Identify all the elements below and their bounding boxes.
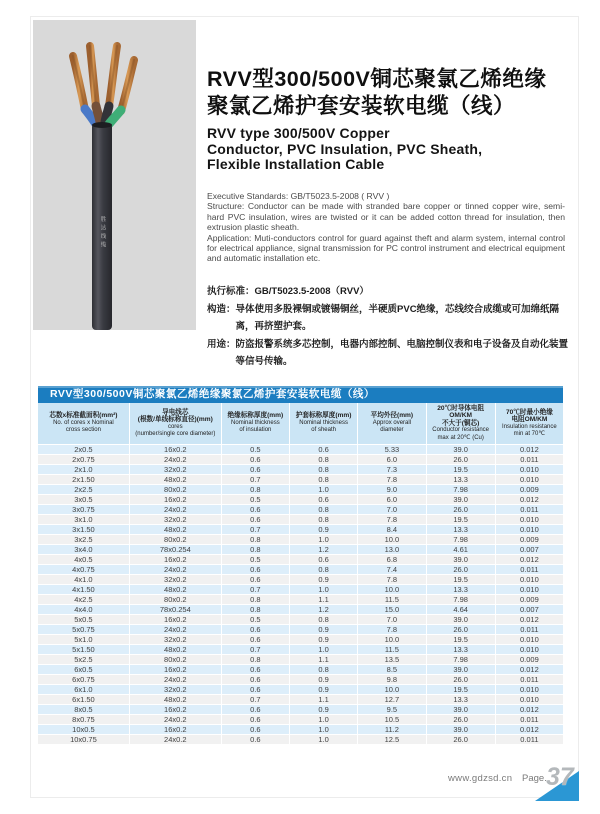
table-cell: 0.009 bbox=[496, 535, 563, 545]
table-cell: 0.6 bbox=[222, 575, 290, 585]
table-cell: 4x2.5 bbox=[38, 595, 130, 605]
application-zh bbox=[207, 336, 571, 371]
table-cell: 4x1.0 bbox=[38, 575, 130, 585]
table-cell: 11.5 bbox=[358, 645, 426, 655]
table-row bbox=[38, 455, 563, 465]
table-cell: 0.012 bbox=[496, 445, 563, 455]
table-cell: 7.8 bbox=[358, 475, 426, 485]
table-cell: 78x0.254 bbox=[130, 545, 222, 555]
table-row bbox=[38, 695, 563, 705]
table-cell: 1.0 bbox=[290, 485, 358, 495]
table-cell: 24x0.2 bbox=[130, 625, 222, 635]
table-cell: 7.0 bbox=[358, 615, 426, 625]
table-cell: 26.0 bbox=[427, 675, 496, 685]
table-row bbox=[38, 675, 563, 685]
table-cell: 19.5 bbox=[427, 465, 496, 475]
column-header-0: 芯数x标准截面积(mm²) No. of cores x Nominal cross section bbox=[38, 403, 130, 444]
table-cell: 15.0 bbox=[358, 605, 426, 615]
column-header-4: 平均外径(mm) Approx overall diameter bbox=[358, 403, 426, 444]
table-cell: 0.007 bbox=[496, 605, 563, 615]
table-cell: 0.9 bbox=[290, 635, 358, 645]
table-cell: 1.1 bbox=[290, 695, 358, 705]
table-cell: 0.8 bbox=[290, 615, 358, 625]
column-header-2: 绝缘标称厚度(mm) Nominal thickness of insulation bbox=[222, 403, 290, 444]
table-cell: 24x0.2 bbox=[130, 715, 222, 725]
table-row bbox=[38, 565, 563, 575]
table-cell: 39.0 bbox=[427, 705, 496, 715]
column-header-3: 护套标称厚度(mm) Nominal thickness of sheath bbox=[290, 403, 358, 444]
table-row bbox=[38, 705, 563, 715]
table-cell: 8x0.5 bbox=[38, 705, 130, 715]
table-cell: 0.5 bbox=[222, 495, 290, 505]
table-row bbox=[38, 625, 563, 635]
table-cell: 0.8 bbox=[290, 475, 358, 485]
table-cell: 8x0.75 bbox=[38, 715, 130, 725]
table-cell: 80x0.2 bbox=[130, 595, 222, 605]
table-cell: 0.8 bbox=[222, 535, 290, 545]
sheath-opening bbox=[92, 122, 112, 128]
table-cell: 0.9 bbox=[290, 575, 358, 585]
table-cell: 0.6 bbox=[222, 725, 290, 735]
table-cell: 2x0.75 bbox=[38, 455, 130, 465]
table-cell: 4x1.50 bbox=[38, 585, 130, 595]
table-cell: 48x0.2 bbox=[130, 525, 222, 535]
table-cell: 0.6 bbox=[222, 505, 290, 515]
table-cell: 0.010 bbox=[496, 645, 563, 655]
table-cell: 12.5 bbox=[358, 735, 426, 745]
table-cell: 10.0 bbox=[358, 685, 426, 695]
table-cell: 7.8 bbox=[358, 625, 426, 635]
table-cell: 3x0.75 bbox=[38, 505, 130, 515]
table-cell: 13.0 bbox=[358, 545, 426, 555]
table-cell: 24x0.2 bbox=[130, 675, 222, 685]
table-cell: 5.33 bbox=[358, 445, 426, 455]
table-cell: 13.3 bbox=[427, 475, 496, 485]
table-cell: 6x1.50 bbox=[38, 695, 130, 705]
table-cell: 10.0 bbox=[358, 585, 426, 595]
table-cell: 0.010 bbox=[496, 575, 563, 585]
table-cell: 1.0 bbox=[290, 735, 358, 745]
table-cell: 0.6 bbox=[290, 555, 358, 565]
table-cell: 0.8 bbox=[222, 545, 290, 555]
table-cell: 26.0 bbox=[427, 735, 496, 745]
table-cell: 0.009 bbox=[496, 485, 563, 495]
table-cell: 7.98 bbox=[427, 655, 496, 665]
table-cell: 5x1.50 bbox=[38, 645, 130, 655]
product-title-en bbox=[207, 126, 587, 173]
table-cell: 39.0 bbox=[427, 665, 496, 675]
description-en bbox=[207, 191, 565, 264]
cable-illustration bbox=[33, 20, 196, 330]
table-cell: 19.5 bbox=[427, 635, 496, 645]
table-cell: 1.0 bbox=[290, 535, 358, 545]
product-title-en-line1: RVV type 300/500V Copper bbox=[207, 125, 390, 141]
table-cell: 4x0.5 bbox=[38, 555, 130, 565]
table-cell: 3x1.0 bbox=[38, 515, 130, 525]
table-cell: 80x0.2 bbox=[130, 535, 222, 545]
table-cell: 0.9 bbox=[290, 705, 358, 715]
table-row bbox=[38, 725, 563, 735]
table-cell: 0.8 bbox=[290, 455, 358, 465]
table-cell: 1.0 bbox=[290, 715, 358, 725]
table-cell: 9.8 bbox=[358, 675, 426, 685]
table-cell: 24x0.2 bbox=[130, 735, 222, 745]
table-row bbox=[38, 555, 563, 565]
table-row bbox=[38, 685, 563, 695]
table-row bbox=[38, 515, 563, 525]
table-cell: 39.0 bbox=[427, 555, 496, 565]
table-cell: 0.7 bbox=[222, 695, 290, 705]
standards-zh: 执行标准：GB/T5023.5-2008（RVV） bbox=[207, 286, 369, 297]
table-cell: 13.5 bbox=[358, 655, 426, 665]
product-title-en-line3: Flexible Installation Cable bbox=[207, 156, 385, 172]
table-row bbox=[38, 715, 563, 725]
table-cell: 48x0.2 bbox=[130, 695, 222, 705]
table-cell: 2x1.0 bbox=[38, 465, 130, 475]
table-cell: 6x0.75 bbox=[38, 675, 130, 685]
table-row bbox=[38, 645, 563, 655]
table-cell: 0.6 bbox=[222, 685, 290, 695]
table-row bbox=[38, 595, 563, 605]
table-cell: 16x0.2 bbox=[130, 555, 222, 565]
table-cell: 7.8 bbox=[358, 515, 426, 525]
table-cell: 0.011 bbox=[496, 625, 563, 635]
table-cell: 0.9 bbox=[290, 675, 358, 685]
table-cell: 0.010 bbox=[496, 475, 563, 485]
table-cell: 39.0 bbox=[427, 445, 496, 455]
table-cell: 0.8 bbox=[290, 565, 358, 575]
table-cell: 5x0.75 bbox=[38, 625, 130, 635]
table-cell: 0.9 bbox=[290, 685, 358, 695]
table-row bbox=[38, 585, 563, 595]
spec-table bbox=[38, 386, 563, 745]
table-cell: 12.7 bbox=[358, 695, 426, 705]
table-cell: 39.0 bbox=[427, 725, 496, 735]
table-cell: 0.6 bbox=[222, 625, 290, 635]
table-cell: 19.5 bbox=[427, 575, 496, 585]
table-cell: 1.1 bbox=[290, 595, 358, 605]
spec-table-header-row bbox=[38, 403, 563, 445]
table-cell: 2x1.50 bbox=[38, 475, 130, 485]
table-row bbox=[38, 495, 563, 505]
table-cell: 78x0.254 bbox=[130, 605, 222, 615]
table-cell: 0.9 bbox=[290, 625, 358, 635]
table-cell: 0.010 bbox=[496, 525, 563, 535]
table-cell: 0.6 bbox=[222, 715, 290, 725]
structure-en: Structure: Conductor can be made with stranded bare copper or tinned copper wire, semi-hard PVC insulation, wires are twisted or it can be added cotton thread for insulation, then extrusion plastic sheath. bbox=[207, 201, 565, 233]
table-cell: 2x0.5 bbox=[38, 445, 130, 455]
table-row bbox=[38, 485, 563, 495]
table-cell: 0.011 bbox=[496, 675, 563, 685]
structure-zh-text: 导体使用多股裸铜或镀锡铜丝，半硬质PVC绝缘，芯线绞合成缆或可加绵纸隔离，再挤塑护套。 bbox=[235, 303, 560, 332]
table-cell: 0.9 bbox=[290, 525, 358, 535]
table-cell: 7.3 bbox=[358, 465, 426, 475]
table-row bbox=[38, 475, 563, 485]
table-row bbox=[38, 575, 563, 585]
table-cell: 0.7 bbox=[222, 525, 290, 535]
table-cell: 16x0.2 bbox=[130, 665, 222, 675]
table-cell: 10.0 bbox=[358, 635, 426, 645]
table-cell: 16x0.2 bbox=[130, 725, 222, 735]
table-cell: 80x0.2 bbox=[130, 485, 222, 495]
table-cell: 32x0.2 bbox=[130, 685, 222, 695]
table-cell: 0.6 bbox=[222, 735, 290, 745]
table-cell: 0.6 bbox=[222, 665, 290, 675]
table-cell: 6x1.0 bbox=[38, 685, 130, 695]
table-cell: 0.010 bbox=[496, 515, 563, 525]
table-cell: 0.010 bbox=[496, 465, 563, 475]
table-cell: 0.8 bbox=[290, 465, 358, 475]
table-row bbox=[38, 545, 563, 555]
table-row bbox=[38, 535, 563, 545]
cable-brand-marking: 胜达线缆 bbox=[99, 216, 106, 250]
table-cell: 0.010 bbox=[496, 635, 563, 645]
table-row bbox=[38, 615, 563, 625]
table-row bbox=[38, 465, 563, 475]
table-cell: 3x0.5 bbox=[38, 495, 130, 505]
table-cell: 10.5 bbox=[358, 715, 426, 725]
spec-table-body bbox=[38, 445, 563, 745]
table-cell: 7.98 bbox=[427, 535, 496, 545]
table-cell: 26.0 bbox=[427, 625, 496, 635]
table-cell: 24x0.2 bbox=[130, 455, 222, 465]
table-cell: 0.011 bbox=[496, 735, 563, 745]
table-cell: 19.5 bbox=[427, 515, 496, 525]
application-zh-text: 防盗报警系统多芯控制，电器内部控制、电脑控制仪表和电子设备及自动化装置等信号传输。 bbox=[235, 338, 569, 367]
table-cell: 3x4.0 bbox=[38, 545, 130, 555]
table-cell: 0.6 bbox=[222, 565, 290, 575]
table-cell: 32x0.2 bbox=[130, 635, 222, 645]
table-cell: 0.012 bbox=[496, 725, 563, 735]
table-cell: 19.5 bbox=[427, 685, 496, 695]
table-cell: 1.0 bbox=[290, 725, 358, 735]
table-cell: 6.8 bbox=[358, 555, 426, 565]
table-cell: 0.7 bbox=[222, 475, 290, 485]
standards-en: Executive Standards: GB/T5023.5-2008 ( RVV ) bbox=[207, 191, 390, 201]
table-cell: 3x2.5 bbox=[38, 535, 130, 545]
table-cell: 10.0 bbox=[358, 535, 426, 545]
table-cell: 13.3 bbox=[427, 695, 496, 705]
table-cell: 8.4 bbox=[358, 525, 426, 535]
table-cell: 7.4 bbox=[358, 565, 426, 575]
table-cell: 10x0.75 bbox=[38, 735, 130, 745]
table-cell: 2x2.5 bbox=[38, 485, 130, 495]
table-cell: 0.6 bbox=[290, 495, 358, 505]
table-row bbox=[38, 525, 563, 535]
description-zh bbox=[207, 283, 571, 371]
table-cell: 26.0 bbox=[427, 565, 496, 575]
table-cell: 39.0 bbox=[427, 615, 496, 625]
table-cell: 4x0.75 bbox=[38, 565, 130, 575]
table-cell: 3x1.50 bbox=[38, 525, 130, 535]
table-cell: 7.98 bbox=[427, 485, 496, 495]
table-cell: 16x0.2 bbox=[130, 445, 222, 455]
table-cell: 9.0 bbox=[358, 485, 426, 495]
table-cell: 0.6 bbox=[222, 635, 290, 645]
table-cell: 0.009 bbox=[496, 595, 563, 605]
table-cell: 0.010 bbox=[496, 695, 563, 705]
table-cell: 0.009 bbox=[496, 655, 563, 665]
table-cell: 39.0 bbox=[427, 495, 496, 505]
table-cell: 0.012 bbox=[496, 705, 563, 715]
page-number: 37 bbox=[546, 763, 574, 791]
table-cell: 24x0.2 bbox=[130, 505, 222, 515]
table-cell: 0.7 bbox=[222, 585, 290, 595]
footer-page-label: Page. bbox=[522, 773, 547, 784]
table-cell: 6.0 bbox=[358, 495, 426, 505]
table-cell: 0.010 bbox=[496, 685, 563, 695]
table-cell: 7.0 bbox=[358, 505, 426, 515]
table-cell: 26.0 bbox=[427, 455, 496, 465]
application-zh-label: 用途： bbox=[207, 338, 236, 350]
table-cell: 16x0.2 bbox=[130, 615, 222, 625]
product-title-zh-line2: 聚氯乙烯护套安装软电缆（线） bbox=[207, 94, 516, 118]
table-cell: 26.0 bbox=[427, 505, 496, 515]
table-cell: 11.2 bbox=[358, 725, 426, 735]
table-cell: 0.8 bbox=[222, 595, 290, 605]
table-cell: 1.1 bbox=[290, 655, 358, 665]
table-cell: 16x0.2 bbox=[130, 495, 222, 505]
table-cell: 26.0 bbox=[427, 715, 496, 725]
table-cell: 0.8 bbox=[290, 665, 358, 675]
table-cell: 0.7 bbox=[222, 645, 290, 655]
table-cell: 4.64 bbox=[427, 605, 496, 615]
table-cell: 48x0.2 bbox=[130, 585, 222, 595]
table-cell: 0.6 bbox=[222, 705, 290, 715]
table-cell: 9.5 bbox=[358, 705, 426, 715]
table-cell: 13.3 bbox=[427, 645, 496, 655]
table-cell: 1.0 bbox=[290, 585, 358, 595]
table-cell: 0.8 bbox=[222, 655, 290, 665]
table-cell: 48x0.2 bbox=[130, 475, 222, 485]
table-cell: 24x0.2 bbox=[130, 565, 222, 575]
table-cell: 0.012 bbox=[496, 615, 563, 625]
table-cell: 0.8 bbox=[290, 505, 358, 515]
table-cell: 1.2 bbox=[290, 545, 358, 555]
table-row bbox=[38, 735, 563, 745]
table-cell: 13.3 bbox=[427, 585, 496, 595]
table-cell: 4.61 bbox=[427, 545, 496, 555]
table-cell: 0.6 bbox=[222, 455, 290, 465]
table-cell: 5x2.5 bbox=[38, 655, 130, 665]
table-cell: 6x0.5 bbox=[38, 665, 130, 675]
product-title-zh bbox=[207, 66, 587, 120]
table-cell: 0.8 bbox=[290, 515, 358, 525]
table-cell: 0.010 bbox=[496, 585, 563, 595]
table-row bbox=[38, 655, 563, 665]
table-cell: 5x0.5 bbox=[38, 615, 130, 625]
table-row bbox=[38, 505, 563, 515]
table-cell: 11.5 bbox=[358, 595, 426, 605]
structure-zh-label: 构造： bbox=[207, 303, 236, 315]
table-cell: 0.8 bbox=[222, 485, 290, 495]
table-cell: 7.98 bbox=[427, 595, 496, 605]
table-row bbox=[38, 665, 563, 675]
table-row bbox=[38, 445, 563, 455]
application-en: Application: Muti-conductors control for guard against theft and alarm system, internal control for electrical appliance, signal transmission for PC control instrument and electrical equipment and automatic installation etc. bbox=[207, 232, 565, 264]
table-cell: 0.6 bbox=[222, 515, 290, 525]
column-header-5: 20℃时导体电阻OM/KM 不大于(铜芯) Conductor resistance max at 20℃ (Cu) bbox=[427, 403, 496, 444]
table-cell: 7.8 bbox=[358, 575, 426, 585]
table-cell: 48x0.2 bbox=[130, 645, 222, 655]
table-row bbox=[38, 605, 563, 615]
table-cell: 0.011 bbox=[496, 565, 563, 575]
table-cell: 5x1.0 bbox=[38, 635, 130, 645]
table-cell: 0.6 bbox=[290, 445, 358, 455]
table-cell: 1.2 bbox=[290, 605, 358, 615]
table-cell: 10x0.5 bbox=[38, 725, 130, 735]
table-cell: 0.012 bbox=[496, 665, 563, 675]
table-cell: 13.3 bbox=[427, 525, 496, 535]
table-cell: 0.012 bbox=[496, 555, 563, 565]
table-cell: 0.6 bbox=[222, 465, 290, 475]
column-header-6: 70℃时最小绝缘 电阻OM/KM Insulation resistance min at 70℃ bbox=[502, 408, 557, 437]
table-cell: 8.5 bbox=[358, 665, 426, 675]
table-cell: 16x0.2 bbox=[130, 705, 222, 715]
column-header-1: 导电线芯 (根数/单线标称直径)(mm) cores (number/single core diameter) bbox=[130, 403, 222, 444]
table-cell: 32x0.2 bbox=[130, 515, 222, 525]
table-cell: 0.6 bbox=[222, 675, 290, 685]
table-cell: 0.007 bbox=[496, 545, 563, 555]
table-cell: 0.5 bbox=[222, 445, 290, 455]
table-cell: 0.011 bbox=[496, 715, 563, 725]
table-row bbox=[38, 635, 563, 645]
spec-table-title: RVV型300/500V铜芯聚氯乙烯绝缘聚氯乙烯护套安装软电缆（线） bbox=[38, 386, 563, 403]
table-cell: 0.012 bbox=[496, 495, 563, 505]
table-cell: 0.5 bbox=[222, 555, 290, 565]
table-cell: 4x4.0 bbox=[38, 605, 130, 615]
structure-zh bbox=[207, 301, 571, 336]
table-cell: 0.8 bbox=[222, 605, 290, 615]
table-cell: 32x0.2 bbox=[130, 465, 222, 475]
table-cell: 1.0 bbox=[290, 645, 358, 655]
footer-website-link[interactable]: www.gdzsd.cn bbox=[448, 773, 513, 784]
table-cell: 0.5 bbox=[222, 615, 290, 625]
table-cell: 80x0.2 bbox=[130, 655, 222, 665]
product-title-zh-line1: RVV型300/500V铜芯聚氯乙烯绝缘 bbox=[207, 67, 547, 91]
table-cell: 0.011 bbox=[496, 455, 563, 465]
table-cell: 0.011 bbox=[496, 505, 563, 515]
product-title-en-line2: Conductor, PVC Insulation, PVC Sheath, bbox=[207, 140, 483, 157]
table-cell: 6.0 bbox=[358, 455, 426, 465]
table-cell: 32x0.2 bbox=[130, 575, 222, 585]
cable-product-photo bbox=[33, 20, 196, 330]
